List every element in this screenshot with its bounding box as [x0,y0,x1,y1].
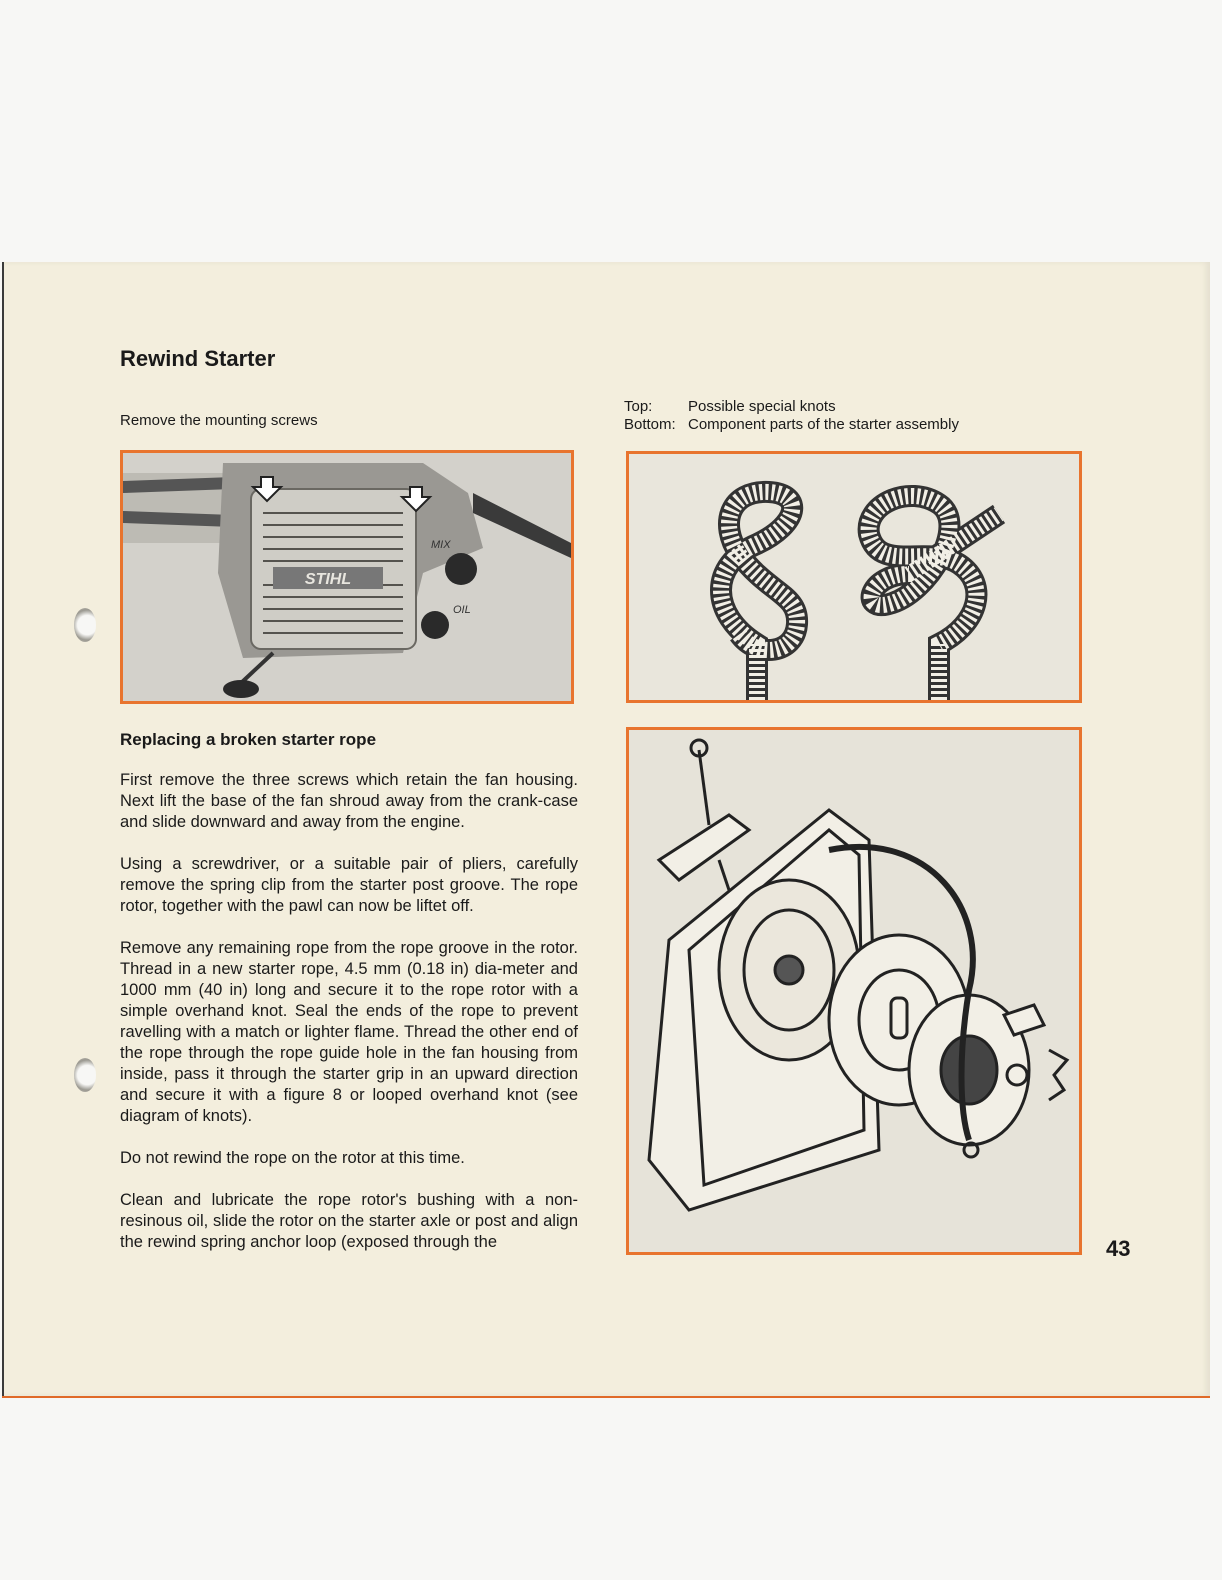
page-number: 43 [1106,1236,1131,1261]
paragraph: First remove the three screws which retain the fan housing. Next lift the base of the fan shroud away from the crank-case and slide downward and away from the engine. [120,771,578,831]
page-title: Rewind Starter [120,346,276,371]
binder-hole-bottom [74,1058,96,1092]
paragraph: Remove any remaining rope from the rope groove in the rotor. Thread in a new starter rope, 4.5 mm (0.18 in) dia-meter and 1000 mm (40 in) long and secure it to the rope rotor with a simple overhand knot. Seal the ends of the rope to prevent ravelling with a match or lighter flame. Thread the other end of the rope through the rope guide hole in the fan housing from inside, pass it through the starter grip in an upward direction and secure it with a figure 8 or looped overhand knot (see diagram of knots). [120,939,578,1125]
chainsaw-photo [120,450,574,704]
figure-caption [624,398,959,434]
chainsaw-photo-illustration [123,453,571,701]
paragraph: Using a screwdriver, or a suitable pair of pliers, carefully remove the spring clip from the starter post groove. The rope rotor, together with the pawl can now be liftet off. [120,855,578,915]
caption-top-key: Top: [624,398,653,415]
mix-label: MIX [431,539,451,551]
paragraph: Do not rewind the rope on the rotor at this time. [120,1149,465,1167]
section-subheading: Replacing a broken starter rope [120,730,377,749]
brand-logo-label: STIHL [304,571,352,588]
photo-caption: Remove the mounting screws [120,412,318,429]
binder-hole-top [74,608,96,642]
caption-bottom-key: Bottom: [624,416,676,433]
oil-label: OIL [453,604,471,616]
caption-top-text: Possible special knots [688,398,836,415]
paragraph: Clean and lubricate the rope rotor's bushing with a non-resinous oil, slide the rotor on the starter axle or post and align the rewind spring anchor loop (exposed through the [120,1191,578,1251]
starter-assembly-illustration [626,727,1082,1255]
instructions-text [120,770,578,1274]
special-knots-drawing [629,454,1079,700]
starter-assembly-drawing [629,730,1079,1252]
knots-illustration [626,451,1082,703]
caption-bottom-text: Component parts of the starter assembly [688,416,959,433]
